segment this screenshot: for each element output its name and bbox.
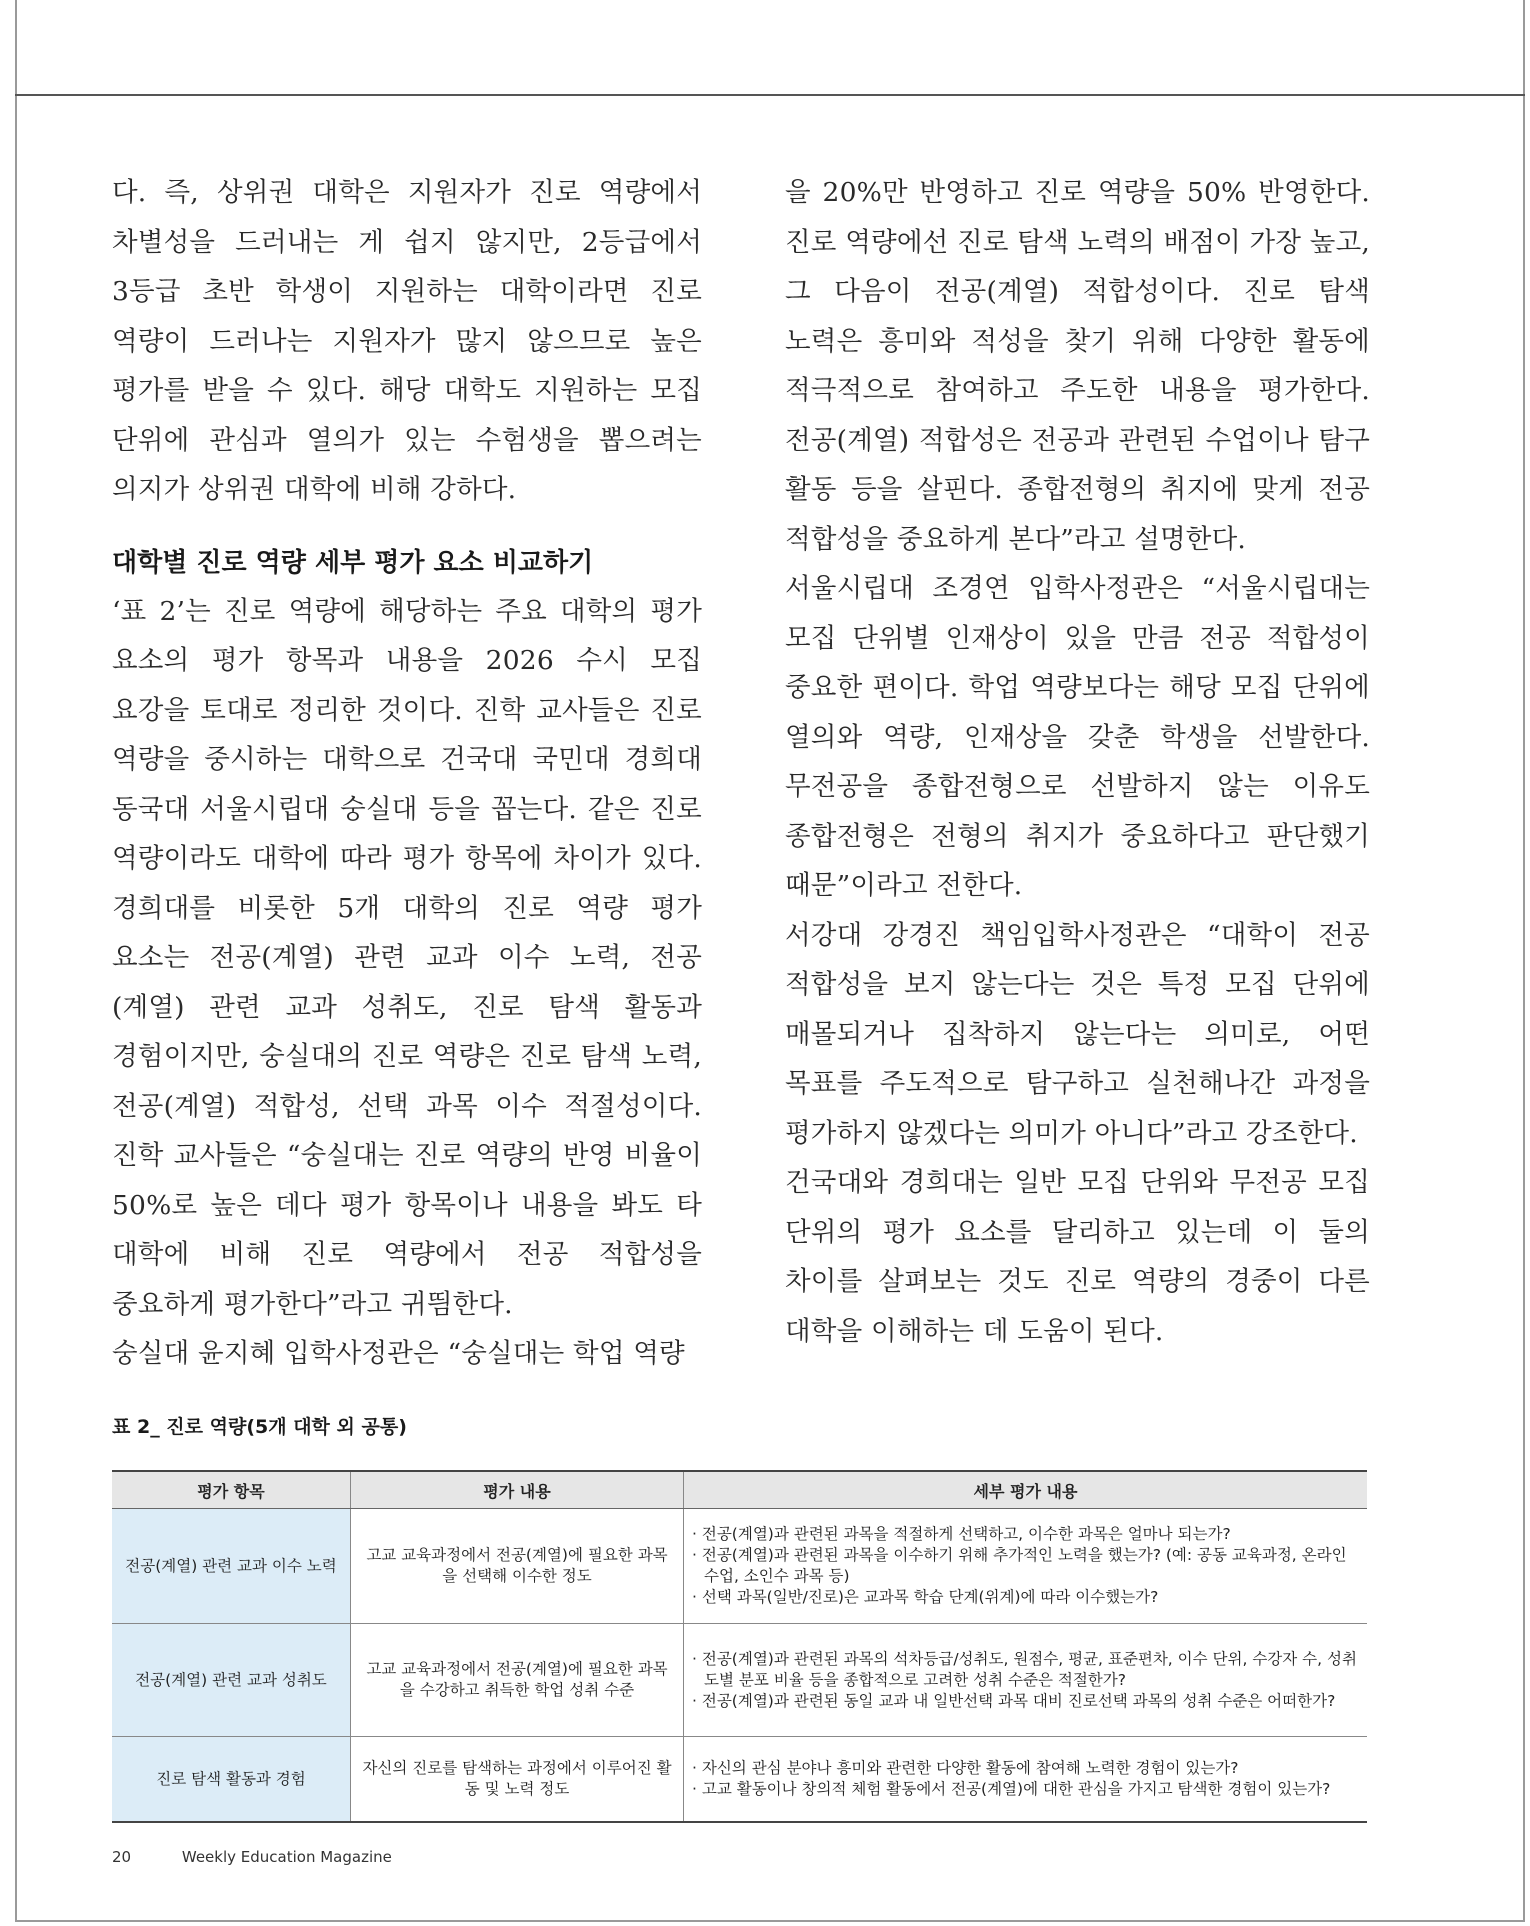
right-paragraph-3: 서강대 강경진 책임입학사정관은 “대학이 전공 적합성을 보지 않는다는 것은 특정 모집 단위에 매몰되거나 집착하지 않는다는 의미로, 어떤 목표를 주도적으로 탐구하고 실천해나간 과정을 평가하지 않겠다는 의미가 아니다”라고 강조한다. <box>785 919 1370 1149</box>
table-cell-detail <box>684 1624 1368 1737</box>
detail-line: · 선택 과목(일반/진로)은 교과목 학습 단계(위계)에 따라 이수했는가? <box>692 1588 1159 1606</box>
detail-line: · 전공(계열)과 관련된 과목의 석차등급/성취도, 원점수, 평균, 표준편차, 이수 단위, 수강자 수, 성취도별 분포 비율 등을 종합적으로 고려한 성취 수준은 적절한가? <box>692 1649 1357 1689</box>
table-header-row <box>112 1471 1367 1509</box>
left-column <box>112 168 702 1379</box>
table-cell-content: 고교 교육과정에서 전공(계열)에 필요한 과목을 선택해 이수한 정도 <box>351 1509 684 1624</box>
detail-line: · 전공(계열)과 관련된 과목을 적절하게 선택하고, 이수한 과목은 얼마나 되는가? <box>692 1525 1231 1543</box>
detail-line: · 전공(계열)과 관련된 과목을 이수하기 위해 추가적인 노력을 했는가? (예: 공동 교육과정, 온라인 수업, 소인수 과목 등) <box>692 1546 1347 1585</box>
left-paragraph-2: ‘표 2’는 진로 역량에 해당하는 주요 대학의 평가 요소의 평가 항목과 내용을 2026 수시 모집 요강을 토대로 정리한 것이다. 진학 교사들은 진로 역량을 중시하는 대학으로 건국대 국민대 경희대 동국대 서울시립대 숭실대 등을 꼽는다. 같은 진로 역량이라도 대학에 따라 평가 항목에 차이가 있다. 경희대를 비롯한 5개 대학의 진로 역량 평가 요소는 전공(계열) 관련 교과 이수 노력, 전공(계열) 관련 교과 성취도, 진로 탐색 활동과 경험이지만, 숭실대의 진로 역량은 진로 탐색 노력, 전공(계열) 적합성, 선택 과목 이수 적절성이다. 진학 교사들은 “숭실대는 진로 역량의 반영 비율이 50%로 높은 데다 평가 항목이나 내용을 봐도 타 대학에 비해 진로 역량에서 전공 적합성을 중요하게 평가한다”라고 귀띔한다. <box>112 595 702 1320</box>
left-paragraph-3: 숭실대 윤지혜 입학사정관은 “숭실대는 학업 역량 <box>112 1338 685 1369</box>
table-row <box>112 1509 1367 1624</box>
header-detail: 세부 평가 내용 <box>684 1471 1368 1509</box>
page-number: 20 <box>112 1848 132 1866</box>
header-rule <box>15 94 1525 96</box>
right-paragraph-4: 건국대와 경희대는 일반 모집 단위와 무전공 모집 단위의 평가 요소를 달리하고 있는데 이 둘의 차이를 살펴보는 것도 진로 역량의 경중이 다른 대학을 이해하는 데 도움이 된다. <box>785 1167 1370 1347</box>
evaluation-table <box>112 1470 1367 1823</box>
table-cell-item: 전공(계열) 관련 교과 이수 노력 <box>112 1509 351 1624</box>
detail-line: · 자신의 관심 분야나 흥미와 관련한 다양한 활동에 참여해 노력한 경험이 있는가? <box>692 1759 1239 1777</box>
detail-line: · 고교 활동이나 창의적 체험 활동에서 전공(계열)에 대한 관심을 가지고 탐색한 경험이 있는가? <box>692 1780 1331 1798</box>
table-cell-item: 진로 탐색 활동과 경험 <box>112 1737 351 1823</box>
right-column <box>785 168 1370 1356</box>
table-cell-detail <box>684 1737 1368 1823</box>
table-cell-item: 전공(계열) 관련 교과 성취도 <box>112 1624 351 1737</box>
table-cell-content: 고교 교육과정에서 전공(계열)에 필요한 과목을 수강하고 취득한 학업 성취 수준 <box>351 1624 684 1737</box>
header-item: 평가 항목 <box>112 1471 351 1509</box>
table-row <box>112 1737 1367 1823</box>
table-cell-content: 자신의 진로를 탐색하는 과정에서 이루어진 활동 및 노력 정도 <box>351 1737 684 1823</box>
right-paragraph-1: 을 20%만 반영하고 진로 역량을 50% 반영한다. 진로 역량에선 진로 탐색 노력의 배점이 가장 높고, 그 다음이 전공(계열) 적합성이다. 진로 탐색 노력은 흥미와 적성을 찾기 위해 다양한 활동에 적극적으로 참여하고 주도한 내용을 평가한다. 전공(계열) 적합성은 전공과 관련된 수업이나 탐구 활동 등을 살핀다. 종합전형의 취지에 맞게 전공 적합성을 중요하게 본다”라고 설명한다. <box>785 177 1370 555</box>
table-title: 표 2_ 진로 역량(5개 대학 외 공통) <box>112 1416 407 1438</box>
page-footer <box>112 1848 392 1866</box>
table-row <box>112 1624 1367 1737</box>
table-cell-detail <box>684 1509 1368 1624</box>
right-paragraph-2: 서울시립대 조경연 입학사정관은 “서울시립대는 모집 단위별 인재상이 있을 만큼 전공 적합성이 중요한 편이다. 학업 역량보다는 해당 모집 단위에 열의와 역량, 인재상을 갖춘 학생을 선발한다. 무전공을 종합전형으로 선발하지 않는 이유도 종합전형은 전형의 취지가 중요하다고 판단했기 때문”이라고 전한다. <box>785 573 1370 901</box>
header-content: 평가 내용 <box>351 1471 684 1509</box>
magazine-name: Weekly Education Magazine <box>181 1848 392 1866</box>
detail-line: · 전공(계열)과 관련된 동일 교과 내 일반선택 과목 대비 진로선택 과목의 성취 수준은 어떠한가? <box>692 1691 1336 1710</box>
left-paragraph-1: 다. 즉, 상위권 대학은 지원자가 진로 역량에서 차별성을 드러내는 게 쉽지 않지만, 2등급에서 3등급 초반 학생이 지원하는 대학이라면 진로 역량이 드러나는 지원자가 많지 않으므로 높은 평가를 받을 수 있다. 해당 대학도 지원하는 모집 단위에 관심과 열의가 있는 수험생을 뽑으려는 의지가 상위권 대학에 비해 강하다. <box>112 177 702 505</box>
section-heading: 대학별 진로 역량 세부 평가 요소 비교하기 <box>112 547 594 578</box>
